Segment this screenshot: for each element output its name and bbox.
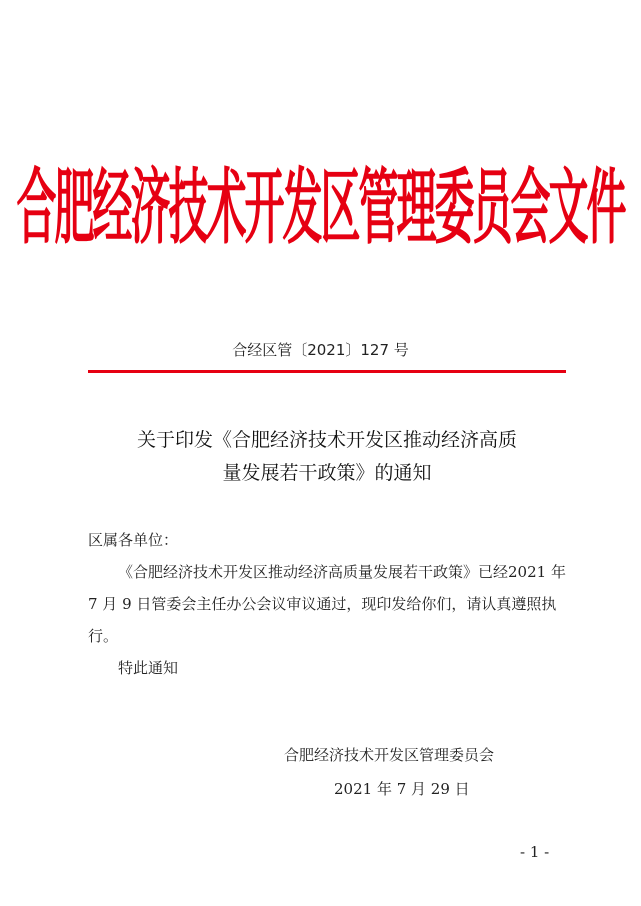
salutation: 区属各单位： — [88, 531, 179, 549]
notice-title — [88, 424, 566, 490]
red-divider — [88, 370, 566, 373]
closing-text: 特此通知 — [118, 659, 179, 677]
masthead-title: 合肥经济技术开发区管理委员会文件 — [16, 159, 625, 257]
signature-organization: 合肥经济技术开发区管理委员会 — [284, 746, 495, 764]
document-number: 合经区管〔2021〕127 号 — [232, 341, 409, 359]
signature-date: 2021 年 7 月 29 日 — [334, 780, 470, 798]
notice-title-line-1: 关于印发《合肥经济技术开发区推动经济高质 — [136, 429, 517, 451]
notice-body — [88, 524, 568, 684]
page-number: - 1 - — [520, 843, 550, 861]
body-paragraph: 《合肥经济技术开发区推动经济高质量发展若干政策》已经2021 年 7 月 9 日管委会主任办公会议审议通过，现印发给你们，请认真遵照执行。 — [88, 563, 566, 645]
notice-title-line-2: 量发展若干政策》的通知 — [222, 462, 432, 484]
